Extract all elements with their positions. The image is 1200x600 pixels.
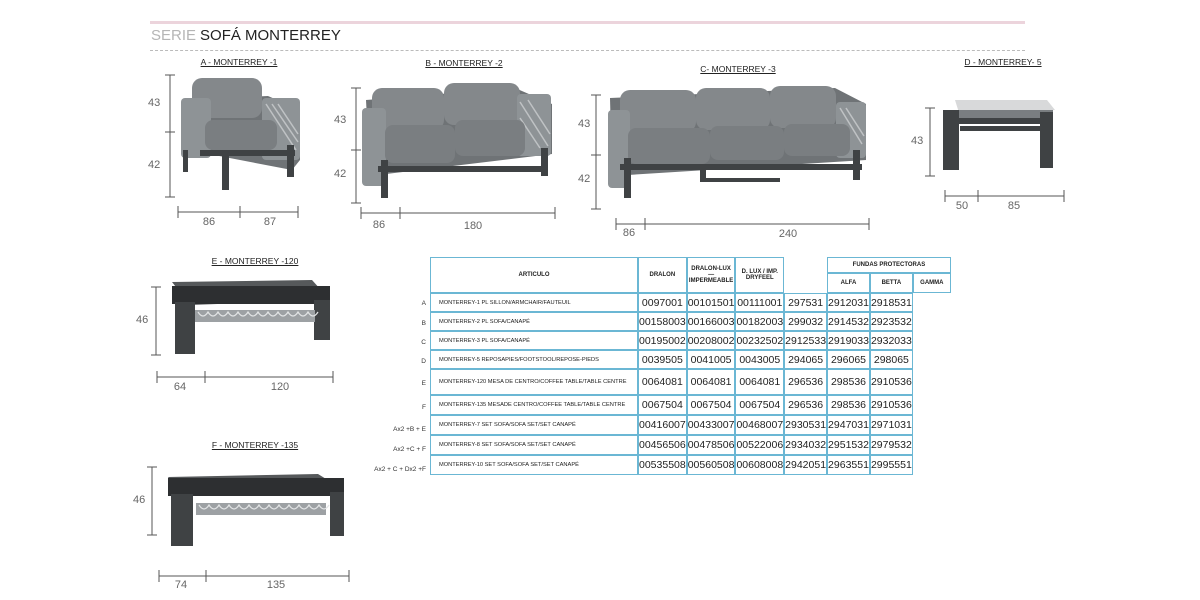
cell-dlux: 00232502 xyxy=(735,331,784,350)
cell-dralon-lux: 0067504 xyxy=(687,395,736,415)
cell-betta: 2914532 xyxy=(827,312,870,331)
row-label: D xyxy=(421,358,426,365)
series-name: SOFÁ MONTERREY xyxy=(200,27,341,44)
cell-gamma: 2923532 xyxy=(870,312,913,331)
dlux-line2: DRYFEEL xyxy=(745,275,774,281)
dim-a-seat-height: 42 xyxy=(148,159,161,171)
dim-d-width: 85 xyxy=(1007,200,1021,212)
three-seater-sofa-illustration xyxy=(608,86,866,198)
cell-articulo: MONTERREY-7 SET SOFA/SOFA SET/SET CANAPÉ xyxy=(430,415,638,435)
dralon-lux-line2: IMPERMEABLE xyxy=(688,278,734,284)
cell-gamma: 298065 xyxy=(870,350,913,369)
row-label: E xyxy=(421,380,426,387)
dim-c-back-height: 43 xyxy=(578,118,591,130)
col-header-articulo: ARTICULO xyxy=(430,257,638,293)
cell-dralon: 0064081 xyxy=(638,369,687,395)
cell-betta: 298536 xyxy=(827,369,870,395)
cell-articulo: MONTERREY-135 MESADE CENTRO/COFFEE TABLE/TABLE CENTRE xyxy=(430,395,638,415)
cell-gamma: 2995551 xyxy=(870,455,913,475)
col-header-dralon: DRALON xyxy=(638,257,687,293)
cell-gamma: 2979532 xyxy=(870,435,913,455)
cell-alfa: 2930531 xyxy=(784,415,827,435)
cell-dlux: 00468007 xyxy=(735,415,784,435)
col-header-fundas: FUNDAS PROTECTORAS xyxy=(827,257,951,273)
cell-articulo: MONTERREY-5 REPOSAPIES/FOOTSTOOL/REPOSE-PIEDS xyxy=(430,350,638,369)
cell-dralon-lux: 0064081 xyxy=(687,369,736,395)
cell-articulo: MONTERREY-2 PL SOFA/CANAPÉ xyxy=(430,312,638,331)
product-label-d: D - MONTERREY- 5 xyxy=(964,57,1042,67)
cell-articulo: MONTERREY-3 PL SOFA/CANAPÉ xyxy=(430,331,638,350)
dralon-lux-line1: DRALON-LUX xyxy=(691,266,731,272)
cell-dralon-lux: 00433007 xyxy=(687,415,736,435)
cell-alfa: 297531 xyxy=(784,293,827,312)
col-header-gamma: GAMMA xyxy=(913,273,951,293)
cell-alfa: 299032 xyxy=(784,312,827,331)
product-label-a: A - MONTERREY -1 xyxy=(200,57,278,67)
cell-betta: 2947031 xyxy=(827,415,870,435)
table-row xyxy=(430,312,951,331)
cell-dralon-lux: 00208002 xyxy=(687,331,736,350)
cell-articulo: MONTERREY-120 MESA DE CENTRO/COFFEE TABLE/TABLE CENTRE xyxy=(430,369,638,395)
dim-e-depth: 64 xyxy=(173,381,187,393)
cell-articulo: MONTERREY-8 SET SOFA/SOFA SET/SET CANAPÉ xyxy=(430,435,638,455)
dim-e-height: 46 xyxy=(136,314,149,326)
cell-dlux: 00182003 xyxy=(735,312,784,331)
col-header-dralon-lux xyxy=(687,257,736,293)
cell-dralon: 00535508 xyxy=(638,455,687,475)
dim-a-depth: 86 xyxy=(202,216,216,228)
cell-betta: 2963551 xyxy=(827,455,870,475)
dim-b-depth: 86 xyxy=(372,219,386,231)
table-row xyxy=(430,435,951,455)
col-header-alfa: ALFA xyxy=(827,273,870,293)
dim-b-back-height: 43 xyxy=(334,114,347,126)
table-row xyxy=(430,395,951,415)
dim-c-seat-height: 42 xyxy=(578,173,591,185)
coffee-table-135-illustration xyxy=(168,474,344,546)
cell-alfa: 2912533 xyxy=(784,331,827,350)
cell-dlux: 0043005 xyxy=(735,350,784,369)
row-label: A xyxy=(421,300,426,307)
cell-betta: 2919033 xyxy=(827,331,870,350)
dim-f-height: 46 xyxy=(133,494,146,506)
dim-a-back-height: 43 xyxy=(148,97,161,109)
cell-dralon-lux: 0041005 xyxy=(687,350,736,369)
cell-dralon: 0039505 xyxy=(638,350,687,369)
cell-gamma: 2932033 xyxy=(870,331,913,350)
dim-c-width: 240 xyxy=(778,228,798,240)
product-label-e: E - MONTERREY -120 xyxy=(211,256,299,266)
cell-dlux: 00111001 xyxy=(735,293,784,312)
col-header-dlux xyxy=(735,257,784,293)
product-label-f: F - MONTERREY -135 xyxy=(211,440,299,450)
dim-d-height: 43 xyxy=(911,135,924,147)
col-header-betta: BETTA xyxy=(870,273,913,293)
cell-alfa: 296536 xyxy=(784,395,827,415)
cell-dlux: 0067504 xyxy=(735,395,784,415)
dim-f-width: 135 xyxy=(266,579,286,591)
cell-gamma: 2971031 xyxy=(870,415,913,435)
table-row xyxy=(430,415,951,435)
dlux-line1: D. LUX / IMP. xyxy=(741,269,778,275)
table-row xyxy=(430,455,951,475)
row-label: C xyxy=(421,339,426,346)
armchair-illustration xyxy=(181,78,300,190)
row-label: Ax2 +C + F xyxy=(393,446,426,453)
table-gap xyxy=(784,257,827,293)
product-label-b: B - MONTERREY -2 xyxy=(425,58,503,68)
cell-dralon-lux: 00101501 xyxy=(687,293,736,312)
footstool-illustration xyxy=(943,100,1055,170)
table-row xyxy=(430,293,951,312)
cell-dralon: 0067504 xyxy=(638,395,687,415)
cell-betta: 296065 xyxy=(827,350,870,369)
dim-b-seat-height: 42 xyxy=(334,168,347,180)
row-label: Ax2 + C + Dx2 +F xyxy=(374,466,426,473)
cell-dralon: 0097001 xyxy=(638,293,687,312)
cell-betta: 298536 xyxy=(827,395,870,415)
table-row xyxy=(430,331,951,350)
cell-dralon: 00416007 xyxy=(638,415,687,435)
coffee-table-120-illustration xyxy=(172,280,330,354)
cell-alfa: 2934032 xyxy=(784,435,827,455)
cell-articulo: MONTERREY-1 PL SILLON/ARMCHAIR/FAUTEUIL xyxy=(430,293,638,312)
row-label: B xyxy=(421,320,426,327)
cell-alfa: 2942051 xyxy=(784,455,827,475)
row-label: F xyxy=(422,404,426,411)
table-row xyxy=(430,369,951,395)
cell-articulo: MONTERREY-10 SET SOFA/SOFA SET/SET CANAPÉ xyxy=(430,455,638,475)
cell-gamma: 2910536 xyxy=(870,395,913,415)
dim-c-depth: 86 xyxy=(622,227,636,239)
row-label: Ax2 +B + E xyxy=(393,426,426,433)
two-seater-sofa-illustration xyxy=(362,83,552,198)
cell-dralon-lux: 00166003 xyxy=(687,312,736,331)
reference-table xyxy=(430,257,951,475)
dim-f-depth: 74 xyxy=(174,579,188,591)
dralon-lux-separator: — xyxy=(708,272,715,278)
cell-gamma: 2910536 xyxy=(870,369,913,395)
cell-alfa: 296536 xyxy=(784,369,827,395)
cell-dralon-lux: 00560508 xyxy=(687,455,736,475)
cell-alfa: 294065 xyxy=(784,350,827,369)
cell-dralon: 00158003 xyxy=(638,312,687,331)
product-label-c: C- MONTERREY -3 xyxy=(700,64,776,74)
cell-dlux: 0064081 xyxy=(735,369,784,395)
cell-dlux: 00608008 xyxy=(735,455,784,475)
cell-dlux: 00522006 xyxy=(735,435,784,455)
dim-a-width: 87 xyxy=(263,216,277,228)
dim-d-depth: 50 xyxy=(955,200,969,212)
serie-label: SERIE xyxy=(151,27,197,44)
dim-e-width: 120 xyxy=(270,381,290,393)
cell-betta: 2912031 xyxy=(827,293,870,312)
cell-gamma: 2918531 xyxy=(870,293,913,312)
cell-dralon-lux: 00478506 xyxy=(687,435,736,455)
cell-dralon: 00195002 xyxy=(638,331,687,350)
table-row xyxy=(430,350,951,369)
cell-dralon: 00456506 xyxy=(638,435,687,455)
cell-betta: 2951532 xyxy=(827,435,870,455)
dim-b-width: 180 xyxy=(463,220,483,232)
